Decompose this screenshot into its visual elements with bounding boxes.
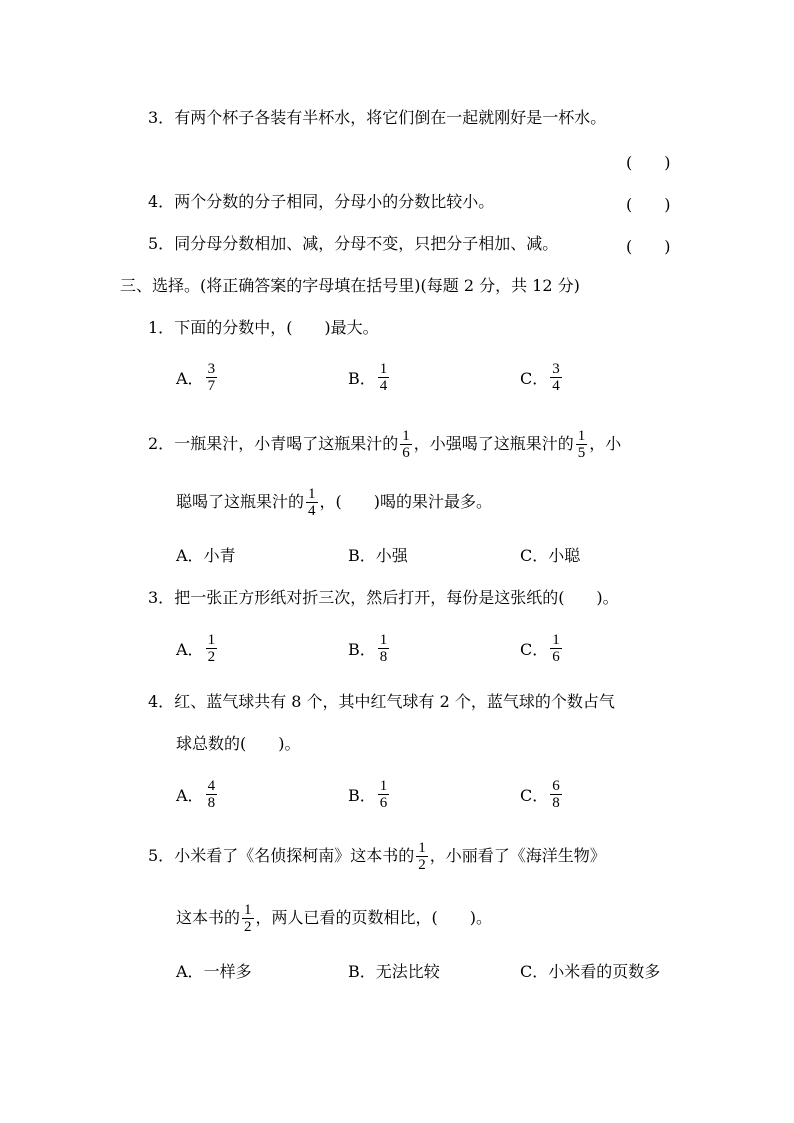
fraction: $\frac{1}{6}$ <box>402 427 410 461</box>
question-text: 有两个杯子各装有半杯水，将它们倒在一起就刚好是一杯水。 <box>174 108 607 127</box>
option-label: C． <box>520 639 549 659</box>
fraction: $\frac{1}{2}$ <box>207 631 216 665</box>
choice-q5-line1 <box>148 836 606 876</box>
fraction: $\frac{3}{4}$ <box>552 360 560 394</box>
fraction: $\frac{1}{4}$ <box>308 485 316 519</box>
option-c[interactable] <box>520 950 660 990</box>
choice-q5-options <box>176 950 696 990</box>
choice-q4-line2: 球总数的( )。 <box>176 734 301 753</box>
option-label: C． <box>520 785 549 805</box>
fraction: $\frac{3}{7}$ <box>207 360 216 394</box>
judge-q3 <box>148 108 606 128</box>
question-text: 红、蓝气球共有 8 个，其中红气球有 2 个，蓝气球的个数占气 <box>174 692 615 711</box>
fraction: $\frac{4}{8}$ <box>207 777 216 811</box>
choice-q2-line2 <box>176 482 492 522</box>
option-a[interactable] <box>176 950 252 990</box>
question-text: 把一张正方形纸对折三次，然后打开，每份是这张纸的( )。 <box>174 588 619 607</box>
question-number: 4． <box>148 692 175 711</box>
choice-q3 <box>148 588 619 608</box>
question-text: 一瓶果汁，小青喝了这瓶果汁的 <box>174 434 399 453</box>
choice-q1-options <box>176 357 696 397</box>
choice-q2-options <box>176 534 696 574</box>
option-b[interactable] <box>348 534 408 574</box>
choice-q2-line1 <box>148 424 621 464</box>
choice-q4-line1 <box>148 692 615 712</box>
option-label: A． <box>176 639 204 659</box>
fraction: $\frac{1}{6}$ <box>552 631 560 665</box>
option-label: A． <box>176 785 204 805</box>
option-label: B． <box>348 785 376 805</box>
option-label: C． <box>520 961 549 981</box>
question-text: 下面的分数中，( )最大。 <box>174 318 379 337</box>
question-number: 3． <box>148 108 175 127</box>
option-b[interactable] <box>348 357 391 397</box>
choice-q1 <box>148 318 379 338</box>
option-label: C． <box>520 545 549 565</box>
option-label: B． <box>348 368 376 388</box>
question-text: 聪喝了这瓶果汁的 <box>176 492 305 511</box>
option-a[interactable] <box>176 357 219 397</box>
fraction: $\frac{1}{2}$ <box>418 839 426 873</box>
fraction: $\frac{1}{2}$ <box>244 901 252 935</box>
question-number: 4． <box>148 192 175 211</box>
choice-q4-options <box>176 774 696 814</box>
choice-q5-line2 <box>176 898 492 938</box>
judge-q4 <box>148 192 494 212</box>
option-text: 小青 <box>203 545 236 565</box>
answer-paren[interactable]: ( ) <box>626 237 671 256</box>
question-text: ，两人已看的页数相比，( )。 <box>255 908 493 927</box>
option-label: A． <box>176 545 204 565</box>
option-text: 小强 <box>375 545 408 565</box>
question-number: 2． <box>148 434 175 453</box>
option-text: 小米看的页数多 <box>548 961 661 981</box>
option-b[interactable] <box>348 774 391 814</box>
option-c[interactable] <box>520 774 564 814</box>
fraction: $\frac{1}{5}$ <box>577 427 586 461</box>
option-c[interactable] <box>520 357 564 397</box>
question-text: 这本书的 <box>176 908 241 927</box>
judge-q5 <box>148 234 558 254</box>
option-b[interactable] <box>348 628 391 668</box>
question-text: 小米看了《名侦探柯南》这本书的 <box>174 846 415 865</box>
question-text: 两个分数的分子相同，分母小的分数比较小。 <box>174 192 495 211</box>
option-text: 一样多 <box>203 961 252 981</box>
option-text: 无法比较 <box>375 961 440 981</box>
option-a[interactable] <box>176 534 236 574</box>
question-text: ，( )喝的果汁最多。 <box>319 492 493 511</box>
option-label: B． <box>348 545 376 565</box>
answer-paren[interactable]: ( ) <box>626 195 671 214</box>
option-label: A． <box>176 961 204 981</box>
question-text: ，小丽看了《海洋生物》 <box>429 846 606 865</box>
fraction: $\frac{1}{6}$ <box>379 777 388 811</box>
section-title: 三、选择。(将正确答案的字母填在括号里)(每题 2 分，共 12 分) <box>120 276 580 295</box>
option-b[interactable] <box>348 950 440 990</box>
option-a[interactable] <box>176 774 219 814</box>
option-text: 小聪 <box>548 545 581 565</box>
question-number: 1． <box>148 318 175 337</box>
fraction: $\frac{6}{8}$ <box>552 777 560 811</box>
question-number: 5． <box>148 846 175 865</box>
question-text: ，小强喝了这瓶果汁的 <box>413 434 574 453</box>
question-number: 3． <box>148 588 175 607</box>
option-c[interactable] <box>520 628 564 668</box>
option-a[interactable] <box>176 628 219 668</box>
option-label: B． <box>348 639 376 659</box>
choice-q3-options <box>176 628 696 668</box>
option-c[interactable] <box>520 534 580 574</box>
question-text: 同分母分数相加、减，分母不变，只把分子相加、减。 <box>174 234 559 253</box>
option-label: B． <box>348 961 376 981</box>
fraction: $\frac{1}{4}$ <box>379 360 388 394</box>
answer-paren[interactable]: ( ) <box>626 153 671 172</box>
fraction: $\frac{1}{8}$ <box>379 631 388 665</box>
option-label: C． <box>520 368 549 388</box>
question-text: ，小 <box>589 434 622 453</box>
option-label: A． <box>176 368 204 388</box>
question-number: 5． <box>148 234 175 253</box>
